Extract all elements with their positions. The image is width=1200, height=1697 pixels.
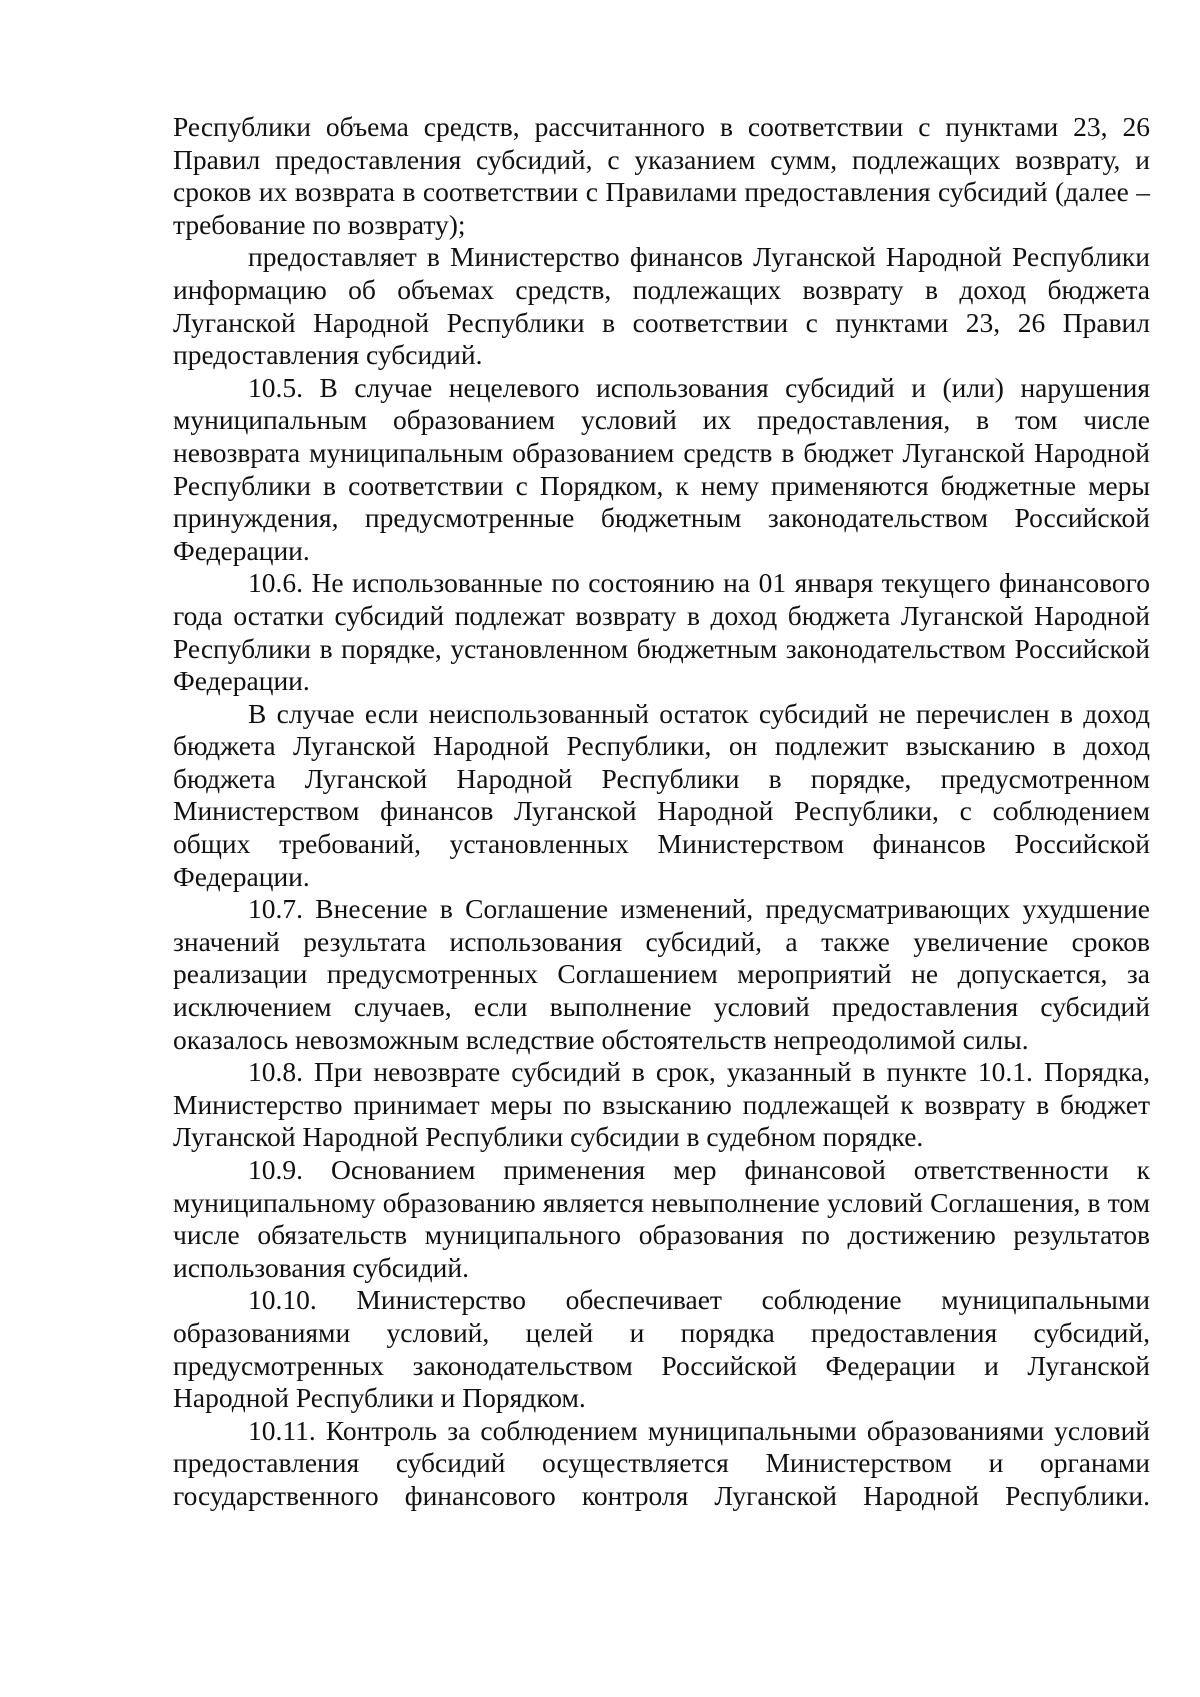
paragraph-10-9: 10.9. Основанием применения мер финансовой ответственности к муниципальному образованию является невыполнение условий Соглашения, в том числе обязательств муниципального образования по достижению результатов использования субсидий. <box>173 1154 1150 1283</box>
document-page <box>173 111 1150 1513</box>
paragraph-provides-info: предоставляет в Министерство финансов Луганской Народной Республики информацию об объемах средств, подлежащих возврату в доход бюджета Луганской Народной Республики в соответствии с пунктами 23, 26 Правил предоставления субсидий. <box>173 241 1150 371</box>
paragraph-10-8: 10.8. При невозврате субсидий в срок, указанный в пункте 10.1. Порядка, Министерство принимает меры по взысканию подлежащей к возврату в бюджет Луганской Народной Республики субсидии в судебном порядке. <box>173 1056 1150 1153</box>
paragraph-10-6: 10.6. Не использованные по состоянию на 01 января текущего финансового года остатки субсидий подлежат возврату в доход бюджета Луганской Народной Республики в порядке, установленном бюджетным законодательством Российской Федерации. <box>173 567 1150 697</box>
paragraph-10-7: 10.7. Внесение в Соглашение изменений, предусматривающих ухудшение значений результата использования субсидий, а также увеличение сроков реализации предусмотренных Соглашением мероприятий не допускается, за исключением случаев, если выполнение условий предоставления субсидий оказалось невозможным вследствие обстоятельств непреодолимой силы. <box>173 893 1150 1055</box>
paragraph-10-10: 10.10. Министерство обеспечивает соблюдение муниципальными образованиями условий, целей и порядка предоставления субсидий, предусмотренных законодательством Российской Федерации и Луганской Народной Республики и Порядком. <box>173 1284 1150 1414</box>
paragraph-unused-balance: В случае если неиспользованный остаток субсидий не перечислен в доход бюджета Луганской Народной Республики, он подлежит взысканию в доход бюджета Луганской Народной Республики в порядке, предусмотренном Министерством финансов Луганской Народной Республики, с соблюдением общих требований, установленных Министерством финансов Российской Федерации. <box>173 697 1150 892</box>
paragraph-10-5: 10.5. В случае нецелевого использования субсидий и (или) нарушения муниципальным образованием условий их предоставления, в том числе невозврата муниципальным образованием средств в бюджет Луганской Народной Республики в соответствии с Порядком, к нему применяются бюджетные меры принуждения, предусмотренные бюджетным законодательством Российской Федерации. <box>173 371 1150 566</box>
paragraph-10-11: 10.11. Контроль за соблюдением муниципальными образованиями условий предоставления субсидий осуществляется Министерством и органами государственного финансового контроля Луганской Народной Республики. <box>173 1414 1150 1511</box>
paragraph-continuation: Республики объема средств, рассчитанного в соответствии с пунктами 23, 26 Правил предоставления субсидий, с указанием сумм, подлежащих возврату, и сроков их возврата в соответствии с Правилами предоставления субсидий (далее – требование по возврату); <box>173 111 1150 240</box>
